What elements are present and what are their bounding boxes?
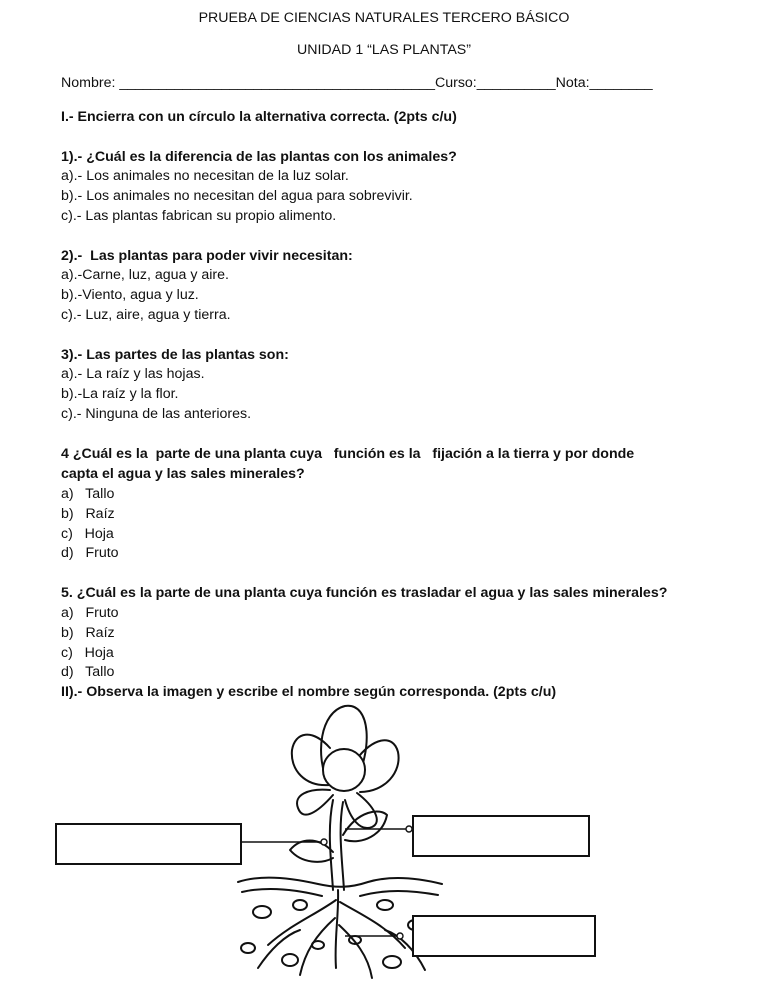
q5-option-a[interactable]: a) Fruto	[61, 605, 119, 621]
question-4-line-1: 4 ¿Cuál es la parte de una planta cuya función es la fijación a la tierra y por donde	[61, 446, 635, 462]
q1-option-b[interactable]: b).- Los animales no necesitan del agua para sobrevivir.	[61, 188, 413, 204]
section2-title: II).- Observa la imagen y escribe el nombre según corresponda. (2pts c/u)	[61, 684, 557, 700]
q2-option-a[interactable]: a).-Carne, luz, agua y aire.	[61, 267, 229, 283]
root-left-1	[268, 900, 336, 945]
document-title: PRUEBA DE CIENCIAS NATURALES TERCERO BÁSICO	[198, 10, 570, 26]
soil-surface	[238, 878, 442, 887]
question-2: 2).- Las plantas para poder vivir necesitan:	[61, 248, 353, 264]
question-4-line-2: capta el agua y las sales minerales?	[61, 466, 305, 482]
soil-surface-2	[242, 889, 438, 896]
petal-bottom-right	[345, 793, 377, 828]
question-5: 5. ¿Cuál es la parte de una planta cuya función es trasladar el agua y las sales minerales?	[61, 585, 668, 601]
answer-box-right-top[interactable]	[412, 815, 590, 857]
student-fields-line: Nombre: ________________________________________Curso:__________Nota:________	[61, 75, 653, 91]
q5-option-b[interactable]: b) Raíz	[61, 625, 115, 641]
root-right-2	[339, 925, 372, 978]
root-left-2	[300, 918, 335, 975]
petal-bottom-left	[297, 790, 333, 815]
answer-box-right-bottom[interactable]	[412, 915, 596, 957]
leaf-right	[343, 812, 387, 842]
q5-option-c[interactable]: c) Hoja	[61, 645, 114, 661]
answer-box-left[interactable]	[55, 823, 242, 865]
question-1: 1).- ¿Cuál es la diferencia de las plantas con los animales?	[61, 149, 457, 165]
q3-option-c[interactable]: c).- Ninguna de las anteriores.	[61, 406, 252, 422]
stem-right	[341, 802, 344, 890]
q4-option-a[interactable]: a) Tallo	[61, 486, 115, 502]
q4-option-c[interactable]: c) Hoja	[61, 526, 114, 542]
q5-option-d[interactable]: d) Tallo	[61, 664, 115, 680]
q2-option-c[interactable]: c).- Luz, aire, agua y tierra.	[61, 307, 231, 323]
q3-option-a[interactable]: a).- La raíz y las hojas.	[61, 366, 205, 382]
section1-title: I.- Encierra con un círculo la alternativa correcta. (2pts c/u)	[61, 109, 457, 125]
q1-option-a[interactable]: a).- Los animales no necesitan de la luz solar.	[61, 168, 349, 184]
q1-option-c[interactable]: c).- Las plantas fabrican su propio alimento.	[61, 208, 337, 224]
unit-title: UNIDAD 1 “LAS PLANTAS”	[297, 42, 471, 58]
q3-option-b[interactable]: b).-La raíz y la flor.	[61, 386, 179, 402]
root-main	[336, 890, 339, 968]
q4-option-d[interactable]: d) Fruto	[61, 545, 119, 561]
q4-option-b[interactable]: b) Raíz	[61, 506, 115, 522]
stem-left	[330, 800, 333, 890]
q2-option-b[interactable]: b).-Viento, agua y luz.	[61, 287, 199, 303]
question-3: 3).- Las partes de las plantas son:	[61, 347, 289, 363]
flower-center	[323, 749, 365, 791]
